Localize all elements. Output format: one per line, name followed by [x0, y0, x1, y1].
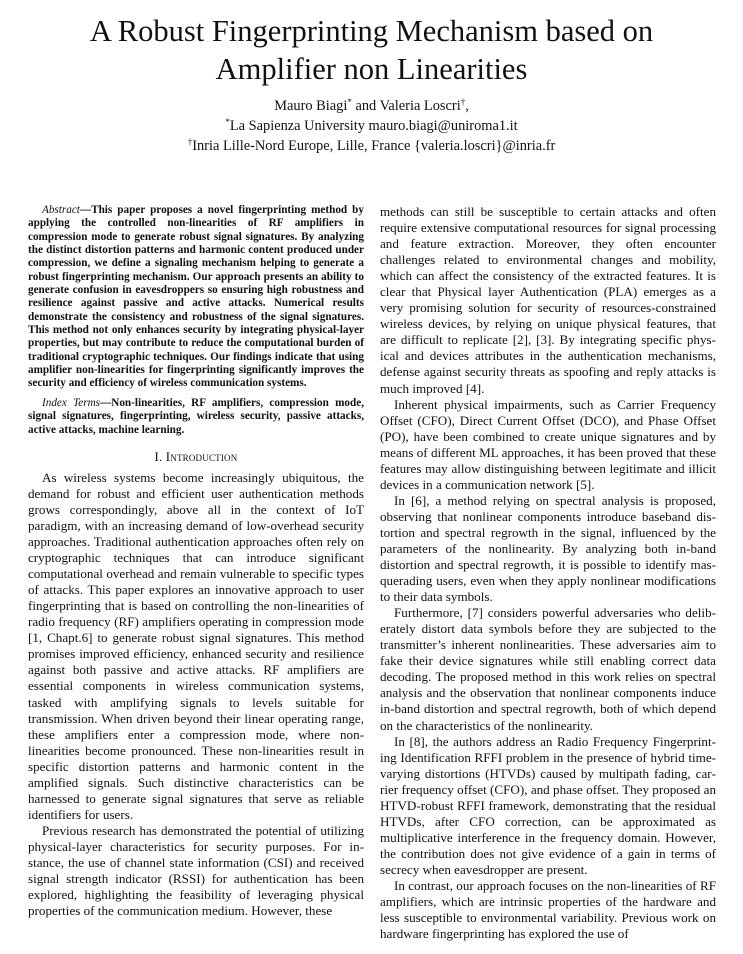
author-2-mark: † — [460, 97, 466, 107]
index-terms-label: Index Terms — [42, 396, 101, 409]
affiliation-1-text: La Sapienza University mauro.biagi@uniroma1.it — [229, 118, 518, 134]
paragraph: In [8], the authors address an Radio Frequency Fingerprinting Identification RFFI problem in the presence of hybrid time-varying distortions (HTVDs) caused by multipath fading, carrier frequency offset (CFO), and phase offset. They proposed an HTVD-robust RFFI framework, demonstrating that the residual HTVDs, after CFO correction, can be approximated as multiplicative interference in the frequency domain. However, the contribution does not give evidence of a gain in terms of secrecy when eavesdropper are present. — [380, 733, 716, 877]
abstract-label: Abstract — [42, 204, 80, 216]
affiliation-1 — [0, 116, 743, 136]
affiliation-2 — [0, 136, 743, 156]
author-1-mark: * — [347, 97, 352, 107]
section-heading-introduction — [28, 449, 364, 465]
author-2: Valeria Loscri — [379, 98, 461, 114]
author-suffix: , — [465, 98, 469, 114]
author-names — [0, 96, 743, 116]
author-1: Mauro Biagi — [274, 98, 348, 114]
paragraph-continued: methods can still be susceptible to certain attacks and often require extensive computational resources for signal processing and feature extraction. Moreover, they often encounter challenges related to environmental changes and mobility, which can affect the consistency of the extracted features. It is clear that Physical layer Authentication (PLA) emerges as a very promising solution for security of resources-constrained wireless devices, by relying on unique physical features, that are difficult to replicate [2], [3]. By integrating specific physical and devices attributes in the authentication mechanisms, defense against security threats as spoofing and reply attacks is much improved [4]. — [380, 204, 716, 396]
section-number: I. — [154, 449, 163, 464]
paragraph: As wireless systems become increasingly ubiquitous, the demand for robust and efficient user authentication methods grows correspondingly, above all in the context of IoT paradigm, with an increasing demand of low-overhead security approaches. Traditional authentication approaches often rely on cryptographic techniques that can introduce significant computational overhead and remain vulnerable to specific types of attacks. This paper explores an innovative approach to user fingerprinting that is based on controlling the non-linearities of radio frequency (RF) amplifiers operating in compression mode [1, Chapt.6] to generate robust signal signatures. This method promises improved efficiency, enhanced security and resilience against both passive and active attacks. RF amplifiers are essential components in wireless communication systems, tasked with amplifying signals to levels suitable for transmission. When driven beyond their linear operating range, these amplifiers enter a compression mode, where non-linearities become pronounced. These non-linearities result in specific distortion patterns and harmonic content in the amplified signals. Such distinctive characteristics can be harnessed to generate signal signatures that serve as reliable identifiers for users. — [28, 469, 364, 822]
paragraph: Previous research has demonstrated the potential of utilizing physical-layer characteristics for security purposes. For instance, the use of channel state information (CSI) and received signal strength indicator (RSSI) for authentication has been explored, highlighting the feasibility of leveraging physical properties of the communication medium. However, these — [28, 822, 364, 919]
affiliation-2-text: Inria Lille-Nord Europe, Lille, France {valeria.loscri}@inria.fr — [192, 138, 556, 154]
index-terms-dash: — — [100, 396, 112, 409]
left-column — [28, 204, 364, 919]
section-title: Introduction — [165, 449, 238, 464]
abstract-text: This paper proposes a novel fingerprinting method by applying the controlled non-linearities of RF amplifiers in compression mode to generate robust signal signatures. By analyzing the distinct distortion patterns and harmonic content produced under compression, we define a signaling mechanism helping to generate a robust fingerprinting mechanism. Our approach presents an ability to generate confusion in eavesdroppers so ensuring high robustness and resilience against passive and active attacks. Numerical results demonstrate the consistency and robustness of the signal signatures. This method not only enhances security by integrating physical-layer properties, but may contribute to reduce the computational burden of traditional cryptographic techniques. Our findings indicate that using amplifier non-linearities for fingerprinting significantly improves the security and efficiency of wireless communication systems. — [28, 204, 364, 390]
index-terms-text: Non-linearities, RF amplifiers, compression mode, signal signatures, fingerprinting, wireless security, passive attacks, active attacks, machine learning. — [28, 396, 364, 436]
paragraph: Furthermore, [7] considers powerful adversaries who deliberately distort data symbols before they are subjected to the transmitter’s inherent nonlinearities. These adversaries aim to fake their device signatures while still enabling correct data decoding. The proposed method in this work relies on spectral analysis and the observation that nonlinear components induce in-band distortion and spectral regrowth, both of which depend on the characteristics of the nonlinearity. — [380, 605, 716, 733]
abstract-dash: — — [79, 204, 92, 216]
index-terms — [28, 397, 364, 437]
affiliation-1-mark: * — [225, 117, 230, 127]
right-column — [380, 204, 716, 942]
paragraph: In contrast, our approach focuses on the non-linearities of RF amplifiers, which are intrinsic properties of the hardware and less susceptible to environmental variability. Previous work on hardware fingerprinting has explored the use of — [380, 877, 716, 942]
author-block — [0, 96, 743, 156]
paragraph: Inherent physical impairments, such as Carrier Frequency Offset (CFO), Direct Current Offset (DCO), and Phase Offset (PO), have been combined to create unique signatures and by means of different ML approaches, it has been proved that these features may allow distinguishing between legitimate and illicit devices in a communication network [5]. — [380, 396, 716, 492]
paragraph: In [6], a method relying on spectral analysis is proposed, observing that nonlinear components introduce baseband distortion and spectral regrowth in the signal, influenced by the parameters of the nonlinearity. By analyzing both in-band distortion and spectral regrowth, it is possible to identify masquerading users, even when they apply nonlinear modifications to their data symbols. — [380, 492, 716, 605]
title-line-1: A Robust Fingerprinting Mechanism based on — [89, 14, 654, 48]
affiliation-2-mark: † — [187, 137, 193, 147]
author-conjunction: and — [351, 98, 380, 114]
title-line-2: Amplifier non Linearities — [215, 52, 528, 86]
paper-title — [0, 12, 743, 88]
abstract — [28, 204, 364, 391]
